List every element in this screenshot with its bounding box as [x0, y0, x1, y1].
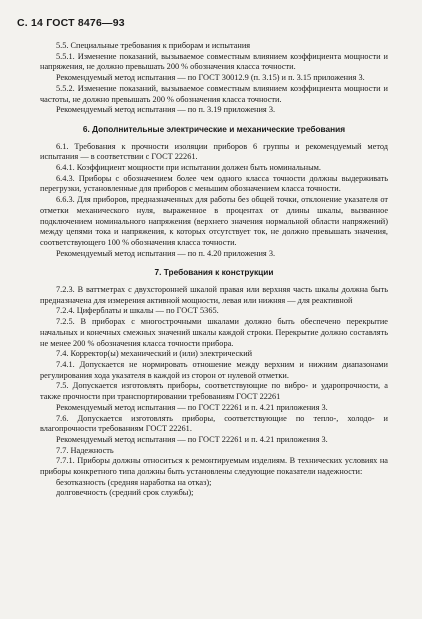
paragraph: 7.2.5. В приборах с многострочными шкалами должно быть обеспечено перекрытие начальных и конечных смежных значений шкалы каждой строки. Перекрытие должно составлять не менее 200 % обозначения класса точности прибора. [40, 317, 388, 348]
paragraph: 7.5. Допускается изготовлять приборы, соответствующие по вибро- и ударопрочности, а также прочности при транспортировании требованиям ГОСТ 22261 [40, 381, 388, 402]
paragraph: 7.7. Надежность [56, 445, 114, 455]
paragraph: 5.5. Специальные требования к приборам и испытания [56, 41, 251, 50]
paragraph: Рекомендуемый метод испытания — по ГОСТ 22261 и п. 4.21 приложения 3. [56, 434, 328, 444]
list-item: долговечность (средний срок службы); [56, 488, 194, 498]
paragraph: 5.5.1. Изменение показаний, вызываемое совместным влиянием коэффициента мощности и напряжения, не должно превышать 200 % обозначения класса точности. [40, 51, 388, 72]
paragraph: Рекомендуемый метод испытания — по п. 4.20 приложения 3. [56, 248, 276, 258]
paragraph: Рекомендуемый метод испытания — по ГОСТ 30012.9 (п. 3.15) и п. 3.15 приложения 3. [56, 73, 365, 83]
paragraph: 5.5.2. Изменение показаний, вызываемое совместным влиянием коэффициента мощности и частоты, не должно превышать 200 % обозначения класса точности. [40, 83, 388, 104]
list-item: безотказность (средняя наработка на отказ); [56, 477, 212, 487]
paragraph: 7.2.3. В ваттметрах с двухсторонней шкалой правая или верхняя часть шкалы должна быть предназначена для измерения активной мощности, левая или нижняя — для реактивной [40, 285, 388, 305]
paragraph: 7.7.1. Приборы должны относиться к ремонтируемым изделиям. В технических условиях на приборы конкретного типа должны быть установлены следующие показатели надежности: [40, 456, 388, 477]
section-heading-6: 6. Дополнительные электрические и механические требования [82, 123, 346, 134]
paragraph: Рекомендуемый метод испытания — по ГОСТ 22261 и п. 4.21 приложения 3. [56, 402, 328, 412]
page-header: С. 14 ГОСТ 8476—93 [17, 17, 125, 29]
paragraph: 6.6.3. Для приборов, предназначенных для работы без общей точки, отклонение указателя от отметки механического нуля, выраженное в процентах от длины шкалы, вызванное подключением номинального напряжения (верхнего значения нормальной области напряжений) между цепями тока и напряжения, к которых отсутствует ток, не должно превышать значения, соответствующего 100 % обозначения класса точности. [40, 195, 388, 247]
paragraph: Рекомендуемый метод испытания — по п. 3.19 приложения 3. [56, 105, 276, 115]
paragraph: 7.4.1. Допускается не нормировать отношение между верхним и нижним диапазонами регулирования хода указателя в каждой из сторон от нулевой отметки. [40, 359, 388, 380]
paragraph: 6.1. Требования к прочности изоляции приборов 6 группы и рекомендуемый метод испытания — в соответствии с ГОСТ 22261. [40, 141, 388, 162]
paragraph: 7.6. Допускается изготовлять приборы, соответствующие по тепло-, холодо- и влагопрочности требованиям ГОСТ 22261. [40, 413, 388, 434]
page-content [40, 41, 388, 499]
paragraph: 6.4.3. Приборы с обозначением более чем одного класса точности должны выдерживать перегрузки, установленные для приборов с меньшим обозначением класса точности. [40, 173, 388, 194]
section-heading-7: 7. Требования к конструкции [154, 267, 274, 278]
paragraph: 6.4.1. Коэффициент мощности при испытании должен быть номинальным. [56, 163, 322, 173]
paragraph: 7.2.4. Циферблаты и шкалы — по ГОСТ 5365. [56, 306, 219, 316]
paragraph: 7.4. Корректор(ы) механический и (или) электрический [56, 349, 253, 359]
